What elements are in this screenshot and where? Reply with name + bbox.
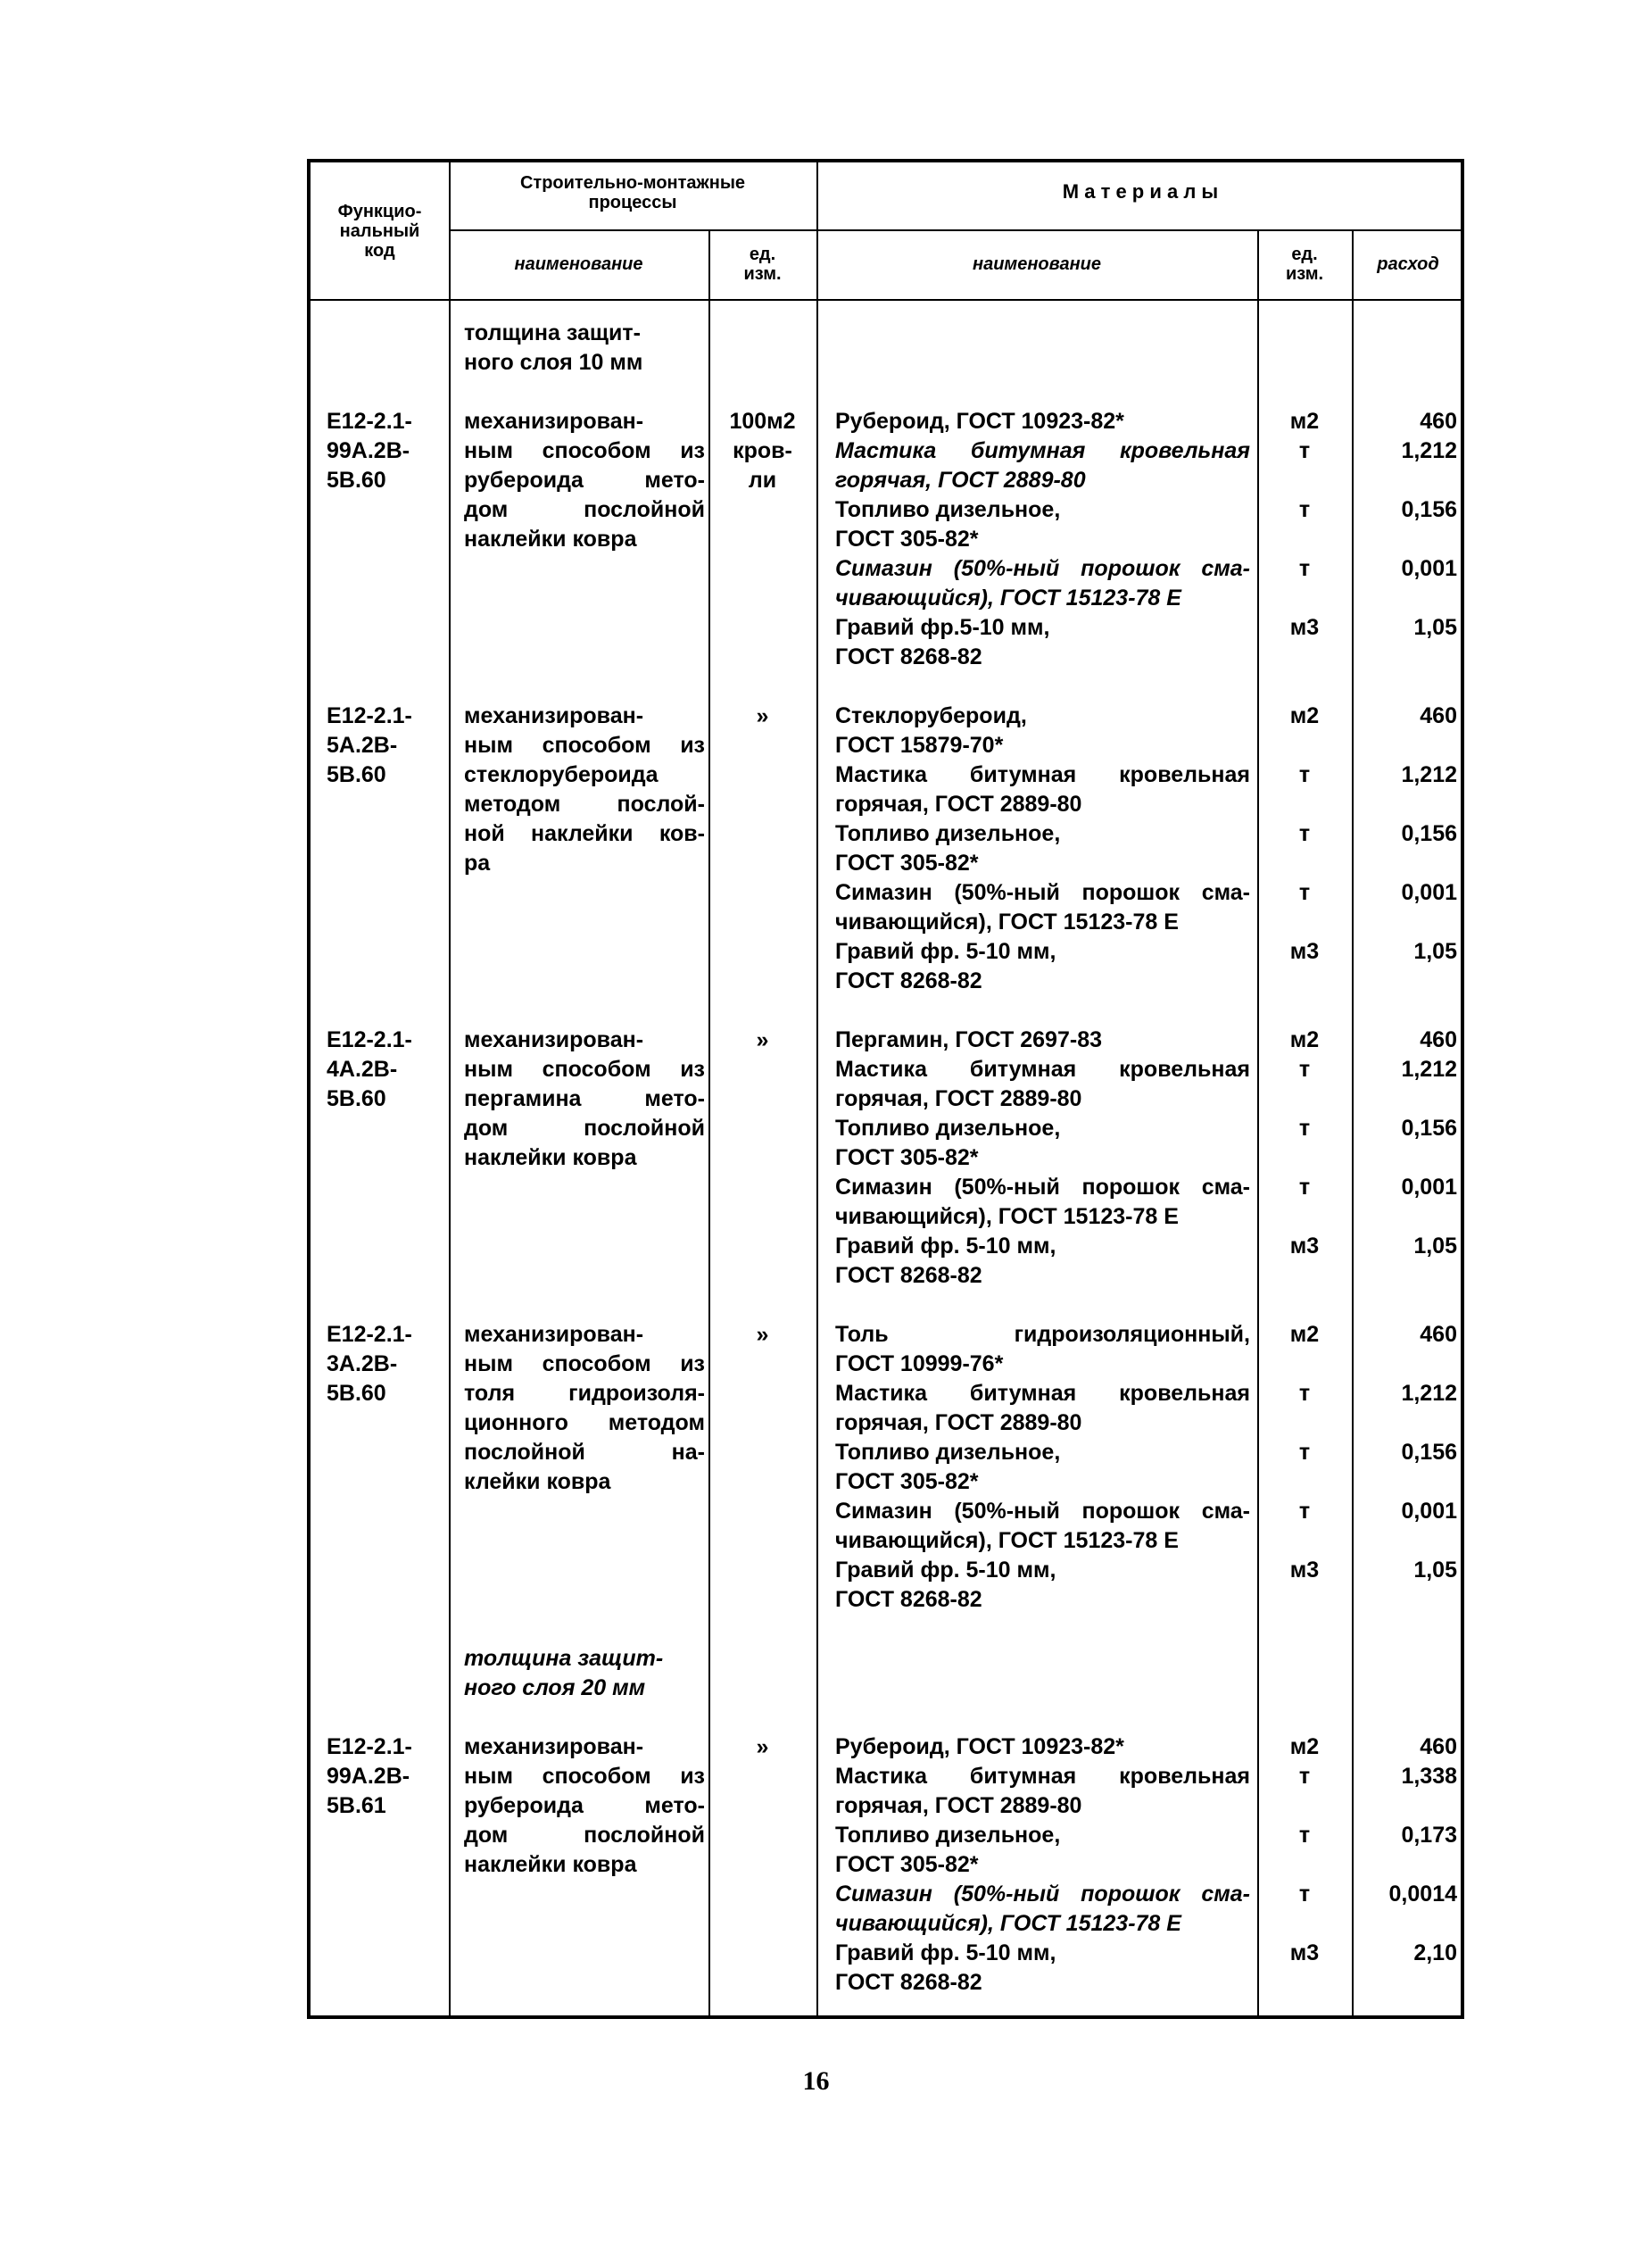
material-name: Гравий фр. 5-10 мм, bbox=[835, 939, 1056, 964]
material-name: Рубероид, ГОСТ 10923-82* bbox=[835, 409, 1124, 434]
function-code: Е12-2.1- bbox=[327, 1734, 412, 1759]
material-qty: 0,0014 bbox=[1388, 1882, 1457, 1907]
header-proc-name: наименование bbox=[514, 254, 643, 274]
material-name: ГОСТ 10999-76* bbox=[835, 1351, 1004, 1376]
header-bottom-line bbox=[311, 299, 1464, 301]
material-qty: 1,212 bbox=[1401, 1381, 1457, 1406]
material-qty: 0,156 bbox=[1401, 1440, 1457, 1465]
material-qty: 1,212 bbox=[1401, 1057, 1457, 1082]
process-name: ционного методом bbox=[464, 1410, 705, 1435]
material-name: Гравий фр. 5-10 мм, bbox=[835, 1940, 1056, 1965]
function-code: Е12-2.1- bbox=[327, 1027, 412, 1052]
material-name: Мастика битумная кровельная bbox=[835, 438, 1250, 463]
material-qty: 460 bbox=[1420, 409, 1457, 434]
material-name: Топливо дизельное, bbox=[835, 1823, 1061, 1848]
material-name: Мастика битумная кровельная bbox=[835, 1381, 1250, 1406]
process-name: наклейки ковра bbox=[464, 527, 637, 552]
material-qty: 0,001 bbox=[1401, 1175, 1457, 1200]
process-unit: » bbox=[756, 1027, 769, 1052]
material-name: ГОСТ 8268-82 bbox=[835, 1970, 982, 1995]
material-qty: 460 bbox=[1420, 1734, 1457, 1759]
process-name: дом послойной bbox=[464, 1823, 705, 1848]
material-unit: т bbox=[1298, 1116, 1311, 1141]
header-proc-unit: ед. изм. bbox=[743, 245, 782, 284]
process-name: клейки ковра bbox=[464, 1469, 611, 1494]
process-name: механизирован- bbox=[464, 409, 644, 434]
header-processes: Строительно-монтажные процессы bbox=[519, 173, 746, 212]
process-name: ным способом из bbox=[464, 1764, 705, 1789]
material-name: ГОСТ 305-82* bbox=[835, 1145, 979, 1170]
process-name: дом послойной bbox=[464, 497, 705, 522]
material-unit: т bbox=[1298, 1057, 1311, 1082]
function-code: 5В.60 bbox=[327, 762, 386, 787]
function-code: Е12-2.1- bbox=[327, 1322, 412, 1347]
process-name: послойной на- bbox=[464, 1440, 705, 1465]
function-code: 4А.2В- bbox=[327, 1057, 398, 1082]
process-name: ным способом из bbox=[464, 733, 705, 758]
material-unit: м3 bbox=[1289, 1234, 1320, 1259]
material-name: ГОСТ 8268-82 bbox=[835, 1587, 982, 1612]
material-name: чивающийся), ГОСТ 15123-78 Е bbox=[835, 1204, 1179, 1229]
material-unit: т bbox=[1298, 1499, 1311, 1524]
material-unit: т bbox=[1298, 1882, 1311, 1907]
header-divider bbox=[449, 229, 1464, 231]
process-name: дом послойной bbox=[464, 1116, 705, 1141]
material-qty: 0,001 bbox=[1401, 556, 1457, 581]
function-code: Е12-2.1- bbox=[327, 409, 412, 434]
material-qty: 1,212 bbox=[1401, 762, 1457, 787]
process-name: механизирован- bbox=[464, 1027, 644, 1052]
material-unit: т bbox=[1298, 762, 1311, 787]
material-name: Толь гидроизоляционный, bbox=[835, 1322, 1250, 1347]
material-qty: 1,05 bbox=[1413, 1234, 1457, 1259]
material-unit: т bbox=[1298, 1440, 1311, 1465]
material-qty: 0,156 bbox=[1401, 1116, 1457, 1141]
process-name: рубероида мето- bbox=[464, 1793, 705, 1818]
material-name: Мастика битумная кровельная bbox=[835, 762, 1250, 787]
page-number: 16 bbox=[802, 2066, 830, 2096]
function-code: 99А.2В- bbox=[327, 438, 410, 463]
process-name: механизирован- bbox=[464, 703, 644, 728]
material-unit: т bbox=[1298, 821, 1311, 846]
header-func-code: Функцио- нальный код bbox=[337, 202, 422, 261]
material-name: чивающийся), ГОСТ 15123-78 Е bbox=[835, 586, 1181, 611]
process-name: рубероида мето- bbox=[464, 468, 705, 493]
material-name: горячая, ГОСТ 2889-80 bbox=[835, 468, 1086, 493]
header-mat-unit: ед. изм. bbox=[1285, 245, 1324, 284]
process-name: наклейки ковра bbox=[464, 1852, 637, 1877]
header-mat-name: наименование bbox=[973, 254, 1101, 274]
material-name: ГОСТ 305-82* bbox=[835, 1469, 979, 1494]
process-unit: 100м2 bbox=[729, 409, 796, 434]
material-qty: 0,156 bbox=[1401, 821, 1457, 846]
material-unit: м2 bbox=[1289, 1734, 1320, 1759]
material-name: горячая, ГОСТ 2889-80 bbox=[835, 792, 1082, 817]
function-code: 5В.60 bbox=[327, 1381, 386, 1406]
function-code: 5В.60 bbox=[327, 1086, 386, 1111]
material-qty: 460 bbox=[1420, 1027, 1457, 1052]
material-name: Мастика битумная кровельная bbox=[835, 1057, 1250, 1082]
material-name: Стеклорубероид, bbox=[835, 703, 1027, 728]
material-name: Топливо дизельное, bbox=[835, 497, 1061, 522]
material-qty: 1,338 bbox=[1401, 1764, 1457, 1789]
material-qty: 1,212 bbox=[1401, 438, 1457, 463]
material-name: Симазин (50%-ный порошок сма- bbox=[835, 880, 1250, 905]
process-unit: ли bbox=[748, 468, 777, 493]
material-name: Топливо дизельное, bbox=[835, 821, 1061, 846]
material-unit: т bbox=[1298, 1823, 1311, 1848]
material-unit: т bbox=[1298, 497, 1311, 522]
section-heading: ного слоя 10 мм bbox=[464, 350, 643, 375]
header-materials: М а т е р и а л ы bbox=[1062, 180, 1219, 203]
material-qty: 0,001 bbox=[1401, 1499, 1457, 1524]
material-unit: м2 bbox=[1289, 1322, 1320, 1347]
material-name: Симазин (50%-ный порошок сма- bbox=[835, 1499, 1250, 1524]
material-name: Топливо дизельное, bbox=[835, 1440, 1061, 1465]
process-unit: » bbox=[756, 1734, 769, 1759]
material-name: чивающийся), ГОСТ 15123-78 Е bbox=[835, 910, 1179, 935]
material-name: горячая, ГОСТ 2889-80 bbox=[835, 1793, 1082, 1818]
material-name: ГОСТ 15879-70* bbox=[835, 733, 1004, 758]
material-name: Рубероид, ГОСТ 10923-82* bbox=[835, 1734, 1124, 1759]
col-divider bbox=[816, 162, 818, 2015]
function-code: Е12-2.1- bbox=[327, 703, 412, 728]
material-unit: м3 bbox=[1289, 1558, 1320, 1583]
process-unit: » bbox=[756, 703, 769, 728]
material-name: чивающийся), ГОСТ 15123-78 Е bbox=[835, 1528, 1179, 1553]
material-name: горячая, ГОСТ 2889-80 bbox=[835, 1410, 1082, 1435]
process-name: механизирован- bbox=[464, 1322, 644, 1347]
material-unit: м3 bbox=[1289, 939, 1320, 964]
materials-table bbox=[307, 159, 1464, 2019]
material-name: Симазин (50%-ный порошок сма- bbox=[835, 1175, 1250, 1200]
material-name: Гравий фр. 5-10 мм, bbox=[835, 1234, 1056, 1259]
material-unit: м3 bbox=[1289, 1940, 1320, 1965]
material-name: ГОСТ 8268-82 bbox=[835, 644, 982, 669]
function-code: 99А.2В- bbox=[327, 1764, 410, 1789]
material-name: ГОСТ 8268-82 bbox=[835, 968, 982, 993]
process-name: ной наклейки ков- bbox=[464, 821, 705, 846]
material-name: ГОСТ 305-82* bbox=[835, 851, 979, 876]
material-unit: м2 bbox=[1289, 409, 1320, 434]
material-name: Мастика битумная кровельная bbox=[835, 1764, 1250, 1789]
material-name: горячая, ГОСТ 2889-80 bbox=[835, 1086, 1082, 1111]
process-unit: » bbox=[756, 1322, 769, 1347]
material-qty: 460 bbox=[1420, 1322, 1457, 1347]
process-name: толя гидроизоля- bbox=[464, 1381, 705, 1406]
function-code: 5В.61 bbox=[327, 1793, 386, 1818]
material-name: Симазин (50%-ный порошок сма- bbox=[835, 1882, 1250, 1907]
section-heading: ного слоя 20 мм bbox=[464, 1675, 646, 1700]
material-name: Топливо дизельное, bbox=[835, 1116, 1061, 1141]
material-qty: 460 bbox=[1420, 703, 1457, 728]
process-name: наклейки ковра bbox=[464, 1145, 637, 1170]
process-name: ным способом из bbox=[464, 438, 705, 463]
section-heading: толщина защит- bbox=[464, 320, 641, 345]
process-unit: кров- bbox=[733, 438, 792, 463]
material-unit: т bbox=[1298, 556, 1311, 581]
col-divider bbox=[449, 162, 451, 2015]
material-name: Гравий фр. 5-10 мм, bbox=[835, 1558, 1056, 1583]
material-name: чивающийся), ГОСТ 15123-78 Е bbox=[835, 1911, 1181, 1936]
material-qty: 2,10 bbox=[1413, 1940, 1457, 1965]
material-unit: т bbox=[1298, 1175, 1311, 1200]
process-name: стеклорубероида bbox=[464, 762, 659, 787]
material-qty: 1,05 bbox=[1413, 615, 1457, 640]
process-name: ра bbox=[464, 851, 491, 876]
process-name: ным способом из bbox=[464, 1057, 705, 1082]
material-qty: 0,001 bbox=[1401, 880, 1457, 905]
material-unit: т bbox=[1298, 438, 1311, 463]
material-name: Симазин (50%-ный порошок сма- bbox=[835, 556, 1250, 581]
process-name: пергамина мето- bbox=[464, 1086, 705, 1111]
material-qty: 0,173 bbox=[1401, 1823, 1457, 1848]
material-name: ГОСТ 305-82* bbox=[835, 1852, 979, 1877]
material-qty: 0,156 bbox=[1401, 497, 1457, 522]
material-unit: м2 bbox=[1289, 703, 1320, 728]
process-name: методом послой- bbox=[464, 792, 705, 817]
process-name: ным способом из bbox=[464, 1351, 705, 1376]
header-mat-qty: расход bbox=[1377, 254, 1439, 274]
material-unit: т bbox=[1298, 1764, 1311, 1789]
material-qty: 1,05 bbox=[1413, 1558, 1457, 1583]
material-unit: м2 bbox=[1289, 1027, 1320, 1052]
process-name: механизирован- bbox=[464, 1734, 644, 1759]
material-unit: м3 bbox=[1289, 615, 1320, 640]
section-heading: толщина защит- bbox=[464, 1646, 664, 1671]
material-qty: 1,05 bbox=[1413, 939, 1457, 964]
material-unit: т bbox=[1298, 880, 1311, 905]
material-name: ГОСТ 8268-82 bbox=[835, 1263, 982, 1288]
material-name: Гравий фр.5-10 мм, bbox=[835, 615, 1050, 640]
function-code: 3А.2В- bbox=[327, 1351, 398, 1376]
material-name: Пергамин, ГОСТ 2697-83 bbox=[835, 1027, 1102, 1052]
function-code: 5А.2В- bbox=[327, 733, 398, 758]
material-unit: т bbox=[1298, 1381, 1311, 1406]
function-code: 5В.60 bbox=[327, 468, 386, 493]
material-name: ГОСТ 305-82* bbox=[835, 527, 979, 552]
